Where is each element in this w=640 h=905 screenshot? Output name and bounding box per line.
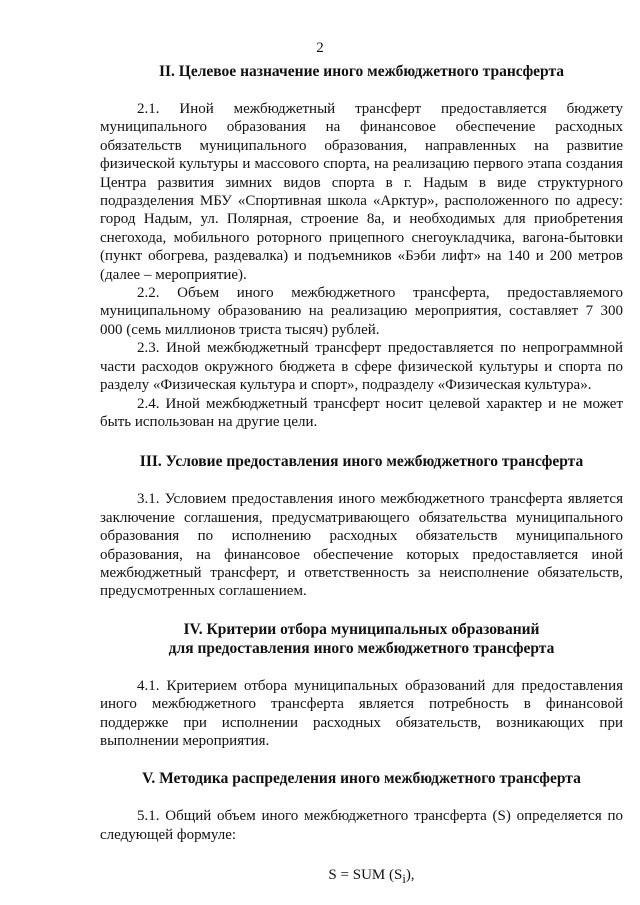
paragraph-2-3: 2.3. Иной межбюджетный трансферт предоставляется по непрограммной части расходов окружного бюджета в сфере физической культуры и спорта по разделу «Физическая культура и спорт», подразделу «Физическая культура». bbox=[100, 340, 623, 394]
document-body bbox=[100, 60, 623, 889]
paragraph-2-4: 2.4. Иной межбюджетный трансферт носит целевой характер и не может быть использован на другие цели. bbox=[100, 395, 623, 430]
section-heading: III. Условие предоставления иного межбюджетного трансферта bbox=[139, 453, 584, 471]
section-heading-line-2: для предоставления иного межбюджетного трансферта bbox=[168, 639, 555, 657]
paragraph-3-1: 3.1. Условием предоставления иного межбюджетного трансферта является заключение соглашения, предусматривающего обязательства муниципального образования по исполнению расходных обязательств муниципального образования, на финансовое обеспечение которых предоставляется иной межбюджетный трансферт, и ответственность за неисполнение обязательств, предусмотренных соглашением. bbox=[100, 491, 623, 600]
formula-subscript: i bbox=[402, 872, 406, 887]
section-5 bbox=[100, 769, 623, 888]
section-heading-line-1: IV. Критерии отбора муниципальных образований bbox=[183, 620, 540, 638]
formula-left: S = SUM (S bbox=[328, 867, 403, 884]
section-4 bbox=[100, 620, 623, 751]
paragraph-4-1: 4.1. Критерием отбора муниципальных образований для предоставления иного межбюджетного трансферта является потребность в финансовой поддержке при исполнении расходных обязательств, возникающих при выполнении мероприятия. bbox=[100, 677, 623, 749]
formula bbox=[100, 866, 623, 888]
paragraph-2-1: 2.1. Иной межбюджетный трансферт предоставляется бюджету муниципального образования на финансовое обеспечение расходных обязательств муниципального образования, направленных на развитие физической культуры и массового спорта, на реализацию первого этапа создания Центра развития зимних видов спорта в г. Надым в виде структурного подразделения МБУ «Спортивная школа «Арктур», расположенного по адресу: город Надым, ул. Полярная, строение 8а, и необходимых для приобретения снегохода, мобильного роторного прицепного снегоукладчика, вагона-бытовки (пункт обогрева, раздевалка) и подъемников «Бэби лифт» на 140 и 200 метров (далее – мероприятие). bbox=[100, 101, 623, 283]
section-2 bbox=[100, 62, 623, 431]
section-heading: II. Целевое назначение иного межбюджетного трансферта bbox=[158, 63, 565, 80]
formula-right: ), bbox=[405, 867, 415, 884]
paragraph-2-2: 2.2. Объем иного межбюджетного трансферта, предоставляемого муниципальному образованию на реализацию мероприятия, составляет 7 300 000 (семь миллионов триста тысяч) рублей. bbox=[100, 285, 623, 338]
section-3 bbox=[100, 452, 623, 600]
section-heading: V. Методика распределения иного межбюджетного трансферта bbox=[142, 770, 581, 788]
page-number: 2 bbox=[316, 40, 324, 56]
section-heading bbox=[100, 620, 623, 658]
paragraph-5-1: 5.1. Общий объем иного межбюджетного трансферта (S) определяется по следующей формуле: bbox=[100, 808, 623, 843]
